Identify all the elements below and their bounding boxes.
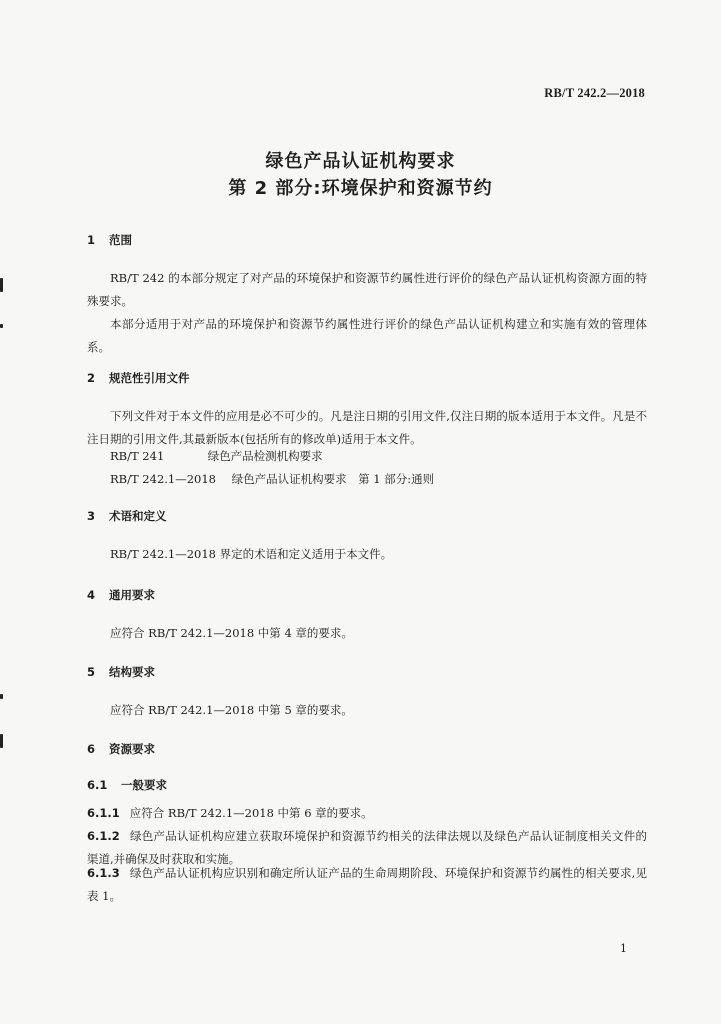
document-title-line2: 第 2 部分:环境保护和资源节约 — [228, 178, 493, 199]
section-heading-terms — [87, 508, 167, 524]
clause-number: 6.1.2 — [87, 829, 120, 843]
section-number: 3 — [87, 509, 96, 523]
section-title: 术语和定义 — [109, 509, 167, 523]
paragraph: RB/T 242.1—2018 界定的术语和定义适用于本文件。 — [110, 547, 393, 561]
subsection-title: 一般要求 — [121, 778, 168, 792]
scan-edge-mark — [0, 324, 3, 328]
scan-edge-mark — [0, 694, 3, 699]
reference-code: RB/T 241 — [110, 449, 165, 463]
section-heading-scope — [87, 232, 132, 248]
document-title-line1: 绿色产品认证机构要求 — [265, 151, 456, 172]
section-heading-structure — [87, 664, 155, 680]
clause — [87, 802, 647, 825]
reference-title: 绿色产品认证机构要求 第 1 部分:通则 — [231, 472, 435, 486]
section-title: 结构要求 — [109, 665, 156, 679]
section-number: 2 — [87, 371, 96, 385]
reference-item — [110, 471, 434, 487]
subsection-number: 6.1 — [87, 778, 108, 792]
scan-edge-mark — [0, 734, 3, 748]
reference-code: RB/T 242.1—2018 — [110, 472, 216, 486]
subsection-heading — [87, 777, 167, 793]
paragraph: 应符合 RB/T 242.1—2018 中第 5 章的要求。 — [110, 703, 353, 717]
page-number: 1 — [620, 942, 627, 955]
clause-number: 6.1.1 — [87, 806, 120, 820]
section-number: 6 — [87, 742, 96, 756]
section-number: 5 — [87, 665, 96, 679]
paragraph: RB/T 242 的本部分规定了对产品的环境保护和资源节约属性进行评价的绿色产品认证机构资源方面的特殊要求。 — [87, 271, 647, 308]
clause-text: 应符合 RB/T 242.1—2018 中第 6 章的要求。 — [129, 806, 373, 820]
paragraph: 下列文件对于本文件的应用是必不可少的。凡是注日期的引用文件,仅注日期的版本适用于本文件。凡是不注日期的引用文件,其最新版本(包括所有的修改单)适用于本文件。 — [87, 409, 647, 446]
reference-item — [110, 448, 323, 464]
clause-text: 绿色产品认证机构应识别和确定所认证产品的生命周期阶段、环境保护和资源节约属性的相关要求,见表 1。 — [87, 866, 647, 903]
clause-text: 绿色产品认证机构应建立获取环境保护和资源节约相关的法律法规以及绿色产品认证制度相关文件的渠道,并确保及时获取和实施。 — [87, 829, 647, 866]
section-number: 1 — [87, 233, 96, 247]
clause — [87, 862, 647, 908]
reference-title: 绿色产品检测机构要求 — [207, 449, 323, 463]
section-heading-general — [87, 587, 155, 603]
standard-number: RB/T 242.2—2018 — [544, 86, 645, 100]
section-number: 4 — [87, 588, 96, 602]
clause-number: 6.1.3 — [87, 866, 120, 880]
section-heading-normative-references — [87, 370, 190, 386]
section-heading-resources — [87, 741, 155, 757]
paragraph: 应符合 RB/T 242.1—2018 中第 4 章的要求。 — [110, 626, 353, 640]
section-title: 通用要求 — [109, 588, 156, 602]
paragraph: 本部分适用于对产品的环境保护和资源节约属性进行评价的绿色产品认证机构建立和实施有效的管理体系。 — [87, 317, 647, 354]
section-title: 规范性引用文件 — [109, 371, 190, 385]
scan-edge-mark — [0, 278, 3, 292]
section-title: 范围 — [109, 233, 133, 247]
section-title: 资源要求 — [109, 742, 156, 756]
